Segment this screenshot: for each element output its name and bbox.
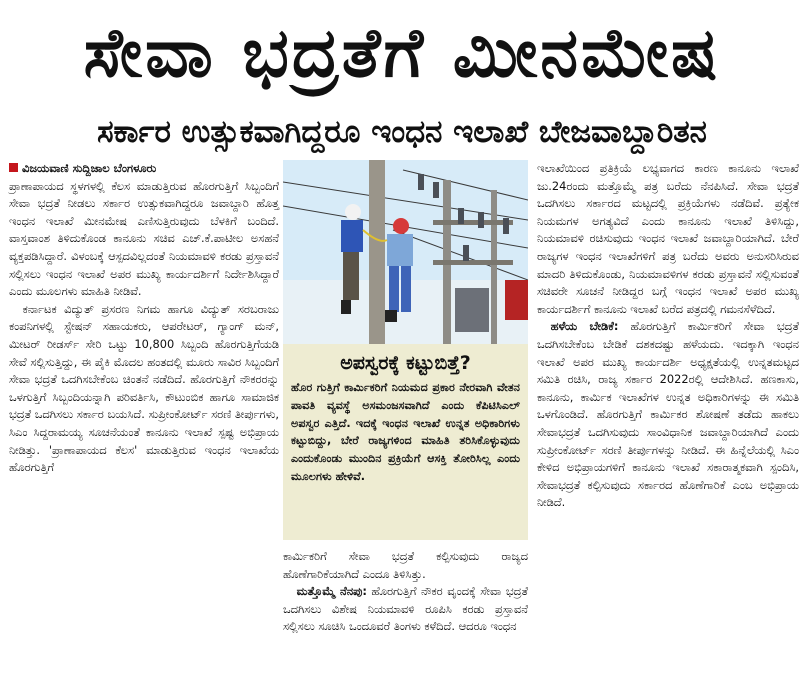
- article-column-1: [9, 160, 279, 477]
- article-paragraph: ಇಲಾಖೆಯಿಂದ ಪ್ರತಿಕ್ರಿಯೆ ಲಭ್ಯವಾಗದ ಕಾರಣ ಕಾನೂನು ಇಲಾಖೆ ಜು.24ರಂದು ಮತ್ತೊಮ್ಮೆ ಪತ್ರ ಬರೆದು ನೆನಪಿಸಿದೆ. ಸೇವಾ ಭದ್ರತೆ ಒದಗಿಸಲು ಸರ್ಕಾರದ ಮಟ್ಟದಲ್ಲಿ ಪ್ರಕ್ರಿಯೆಗಳು ನಡೆದಿವೆ. ಪ್ರತ್ಯೇಕ ನಿಯಮಗಳ ಅಗತ್ಯವಿದೆ ಎಂದು ಕಾನೂನು ಇಲಾಖೆ ತಿಳಿಸಿದ್ದು, ನಿಯಮಾವಳಿ ರಚಿಸುವುದು ಇಂಧನ ಇಲಾಖೆ ಜವಾಬ್ದಾರಿಯಾಗಿದೆ. ಬೇರೆ ರಾಜ್ಯಗಳ ಇಂಧನ ಇಲಾಖೆಗಳಿಗೆ ಪತ್ರ ಬರೆದು ಅವರು ಅನುಸರಿಸಿರುವ ಮಾದರಿ ತಿಳಿದುಕೊಂಡು, ನಿಯಮಾವಳಿಗಳ ಕರಡು ಪ್ರಸ್ತಾವನೆ ಸಲ್ಲಿಸುವಂತೆ ಸಚಿವರೇ ಸೂಚನೆ ನೀಡಿದ್ದರ ಬಗ್ಗೆ ಇಂಧನ ಇಲಾಖೆ ಅಪರ ಮುಖ್ಯ ಕಾರ್ಯದರ್ಶಿಗೆ ಕಾನೂನು ಇಲಾಖೆ ಬರೆದ ಪತ್ರದಲ್ಲಿ ಗಮನಸೆಳೆದಿದೆ.: [537, 161, 799, 316]
- headline: ಸೇವಾ ಭದ್ರತೆಗೆ ಮೀನಮೇಷ: [83, 14, 721, 93]
- article-photo: [283, 160, 528, 344]
- subhead-inline: ಮತ್ತೊಮ್ಮೆ ನೆನಪು:: [296, 584, 367, 599]
- article-column-2: [283, 548, 528, 636]
- article-paragraph: [537, 318, 799, 512]
- article-column-3: [537, 160, 799, 512]
- sidebar-box: [283, 344, 528, 540]
- sidebar-title: ಅಪಸ್ವರಕ್ಕೆ ಕಟ್ಟುಬಿತ್ತೆ?: [340, 352, 471, 374]
- subhead-inline: ಹಳೆಯ ಬೇಡಿಕೆ:: [550, 319, 619, 334]
- article-paragraph: ಕಾರ್ಮಿಕರಿಗೆ ಸೇವಾ ಭದ್ರತೆ ಕಲ್ಪಿಸುವುದು ರಾಜ್ಯದ ಹೊಣೆಗಾರಿಕೆಯಾಗಿದೆ ಎಂದೂ ತಿಳಿಸಿತ್ತು.: [283, 549, 528, 581]
- article-paragraph: [283, 583, 528, 636]
- byline-marker-icon: [9, 163, 18, 172]
- byline-text: ವಿಜಯವಾಣಿ ಸುದ್ದಿಜಾಲ ಬೆಂಗಳೂರು: [22, 161, 157, 175]
- linemen-on-pole-image: [283, 160, 528, 344]
- article-text: ಹೊರಗುತ್ತಿಗೆ ಕಾರ್ಮಿಕರಿಗೆ ಸೇವಾ ಭದ್ರತೆ ಒದಗಿಸಬೇಕೆಂಬ ಬೇಡಿಕೆ ದಶಕದಷ್ಟು ಹಳೆಯದು. ಇದಕ್ಕಾಗಿ ಇಂಧನ ಇಲಾಖೆ ಅಪರ ಮುಖ್ಯ ಕಾರ್ಯದರ್ಶಿ ಅಧ್ಯಕ್ಷತೆಯಲ್ಲಿ ಉನ್ನತಮಟ್ಟದ ಸಮಿತಿ ರಚಿಸಿ, ರಾಜ್ಯ ಸರ್ಕಾರ 2022ರಲ್ಲಿ ಆದೇಶಿಸಿದೆ. ಹಣಕಾಸು, ಕಾನೂನು, ಕಾರ್ಮಿಕ ಇಲಾಖೆಗಳ ಉನ್ನತ ಅಧಿಕಾರಿಗಳನ್ನು ಈ ಸಮಿತಿ ಒಳಗೊಂಡಿದೆ. ಹೊರಗುತ್ತಿಗೆ ಕಾರ್ಮಿಕರ ಶೋಷಣೆ ತಡೆದು ಹಾಕಲು ಸೇವಾಭದ್ರತೆ ಒದಗಿಸುವುದು ಸಾಂವಿಧಾನಿಕ ಜವಾಬ್ದಾರಿಯಾಗಿದೆ ಎಂದು ಸುಪ್ರೀಂಕೋರ್ಟ್ ಸರಣಿ ತೀರ್ಪುಗಳನ್ನು ನೀಡಿದೆ. ಈ ಹಿನ್ನೆಲೆಯಲ್ಲಿ ಸಿಎಂ ಕೇಳಿದ ಅಭಿಪ್ರಾಯಗಳಿಗೆ ಕಾನೂನು ಇಲಾಖೆ ಸಕಾರಾತ್ಮಕವಾಗಿ ಸ್ಪಂದಿಸಿ, ಸೇವಾಭದ್ರತೆ ಕಲ್ಪಿಸುವುದು ಸರ್ಕಾರದ ಹೊಣೆಗಾರಿಕೆ ಎಂಬ ಅಭಿಪ್ರಾಯ ನೀಡಿದೆ.: [537, 319, 799, 510]
- article-paragraph: ಪ್ರಾಣಾಪಾಯದ ಸ್ಥಳಗಳಲ್ಲಿ ಕೆಲಸ ಮಾಡುತ್ತಿರುವ ಹೊರಗುತ್ತಿಗೆ ಸಿಬ್ಬಂದಿಗೆ ಸೇವಾ ಭದ್ರತೆ ನೀಡಲು ಸರ್ಕಾರ ಉತ್ಸುಕವಾಗಿದ್ದರೂ ಜವಾಬ್ದಾರಿ ಹೊತ್ತ ಇಂಧನ ಇಲಾಖೆ ಮೀನಮೇಷ ಎಣಿಸುತ್ತಿರುವುದು ಬೆಳಕಿಗೆ ಬಂದಿದೆ. ವಾಸ್ತವಾಂಶ ತಿಳಿದುಕೊಂಡ ಕಾನೂನು ಸಚಿವ ಎಚ್.ಕೆ.ಪಾಟೀಲ ಅಸಹನೆ ವ್ಯಕ್ತಪಡಿಸಿದ್ದಾರೆ. ವಿಳಂಬಕ್ಕೆ ಆಸ್ಪದವಿಲ್ಲದಂತೆ ನಿಯಮಾವಳಿ ಕರಡು ಪ್ರಸ್ತಾವನೆ ಸಲ್ಲಿಸಲು ಇಂಧನ ಇಲಾಖೆ ಅಪರ ಮುಖ್ಯ ಕಾರ್ಯದರ್ಶಿಗೆ ನಿರ್ದೇಶಿಸಿದ್ದಾರೆ ಎಂದು ಮೂಲಗಳು ಮಾಹಿತಿ ನೀಡಿವೆ.: [9, 178, 279, 299]
- subheadline: ಸರ್ಕಾರ ಉತ್ಸುಕವಾಗಿದ್ದರೂ ಇಂಧನ ಇಲಾಖೆ ಬೇಜವಾಬ್ದಾರಿತನ: [97, 114, 707, 150]
- article-paragraph: ಕರ್ನಾಟಕ ವಿದ್ಯುತ್ ಪ್ರಸರಣ ನಿಗಮ ಹಾಗೂ ವಿದ್ಯುತ್ ಸರಬರಾಜು ಕಂಪನಿಗಳಲ್ಲಿ ಸ್ಟೇಷನ್ ಸಹಾಯಕರು, ಆಪರೇಟರ್, ಗ್ಯಾಂಗ್ ಮನ್, ಮೀಟರ್ ರೀಡರ್ಸ್ ಸೇರಿ ಒಟ್ಟು 10,800 ಸಿಬ್ಬಂದಿ ಹೊರಗುತ್ತಿಗೆಯಡಿ ಸೇವೆ ಸಲ್ಲಿಸುತ್ತಿದ್ದು, ಈ ಪೈಕಿ ಮೊದಲ ಹಂತದಲ್ಲಿ ಮೂರು ಸಾವಿರ ಸಿಬ್ಬಂದಿಗೆ ಸೇವಾ ಭದ್ರತೆ ಒದಗಿಸಬೇಕೆಂಬ ಚಿಂತನೆ ನಡೆದಿದೆ. ಹೊರಗುತ್ತಿಗೆ ನೌಕರರನ್ನು ಒಳಗುತ್ತಿಗೆ ಸಿಬ್ಬಂದಿಯನ್ನಾಗಿ ಪರಿವರ್ತಿಸಿ, ಕೌಟುಂಬಿಕ ಹಾಗೂ ಸಾಮಾಜಿಕ ಭದ್ರತೆ ಒದಗಿಸಲು ಸರ್ಕಾರ ಬಯಸಿದೆ. ಸುಪ್ರೀಂಕೋರ್ಟ್ ಸರಣಿ ತೀರ್ಪುಗಳು, ಸಿಎಂ ಸಿದ್ದರಾಮಯ್ಯ ಸೂಚನೆಯಂತೆ ಕಾನೂನು ಇಲಾಖೆ ಸ್ಪಷ್ಟ ಅಭಿಪ್ರಾಯ ನೀಡಿತ್ತು. 'ಪ್ರಾಣಾಪಾಯದ ಕೆಲಸ' ಮಾಡುತ್ತಿರುವ ಇಂಧನ ಇಲಾಖೆಯ ಹೊರಗುತ್ತಿಗೆ: [9, 301, 279, 475]
- article-text: ಹೊರಗುತ್ತಿಗೆ ನೌಕರ ವೃಂದಕ್ಕೆ ಸೇವಾ ಭದ್ರತೆ ಒದಗಿಸಲು ವಿಶೇಷ ನಿಯಮಾವಳಿ ರೂಪಿಸಿ ಕರಡು ಪ್ರಸ್ತಾವನೆ ಸಲ್ಲಿಸಲು ಸೂಚಿಸಿ ಒಂದೂವರೆ ತಿಂಗಳು ಕಳೆದಿದೆ. ಆದರೂ ಇಂಧನ: [283, 584, 528, 634]
- sidebar-body: ಹೊರ ಗುತ್ತಿಗೆ ಕಾರ್ಮಿಕರಿಗೆ ನಿಯಮದ ಪ್ರಕಾರ ನೇರವಾಗಿ ವೇತನ ಪಾವತಿ ವ್ಯವಸ್ಥೆ ಅಸಮಂಜಸವಾಗಿದೆ ಎಂದು ಕೆಪಿಟಿಸಿಎಲ್ ಅಪಸ್ವರ ಎತ್ತಿದೆ. ಇದಕ್ಕೆ ಇಂಧನ ಇಲಾಖೆ ಉನ್ನತ ಅಧಿಕಾರಿಗಳು ಕಟ್ಟುಬಿದ್ದು, ಬೇರೆ ರಾಜ್ಯಗಳಿಂದ ಮಾಹಿತಿ ತರಿಸಿಕೊಳ್ಳುವುದು ಎಂದುಕೊಂಡು ಮುಂದಿನ ಪ್ರಕ್ರಿಯೆಗೆ ಆಸಕ್ತಿ ತೋರಿಸಿಲ್ಲ ಎಂದು ಮೂಲಗಳು ಹೇಳಿವೆ.: [291, 381, 520, 483]
- byline: [9, 160, 279, 178]
